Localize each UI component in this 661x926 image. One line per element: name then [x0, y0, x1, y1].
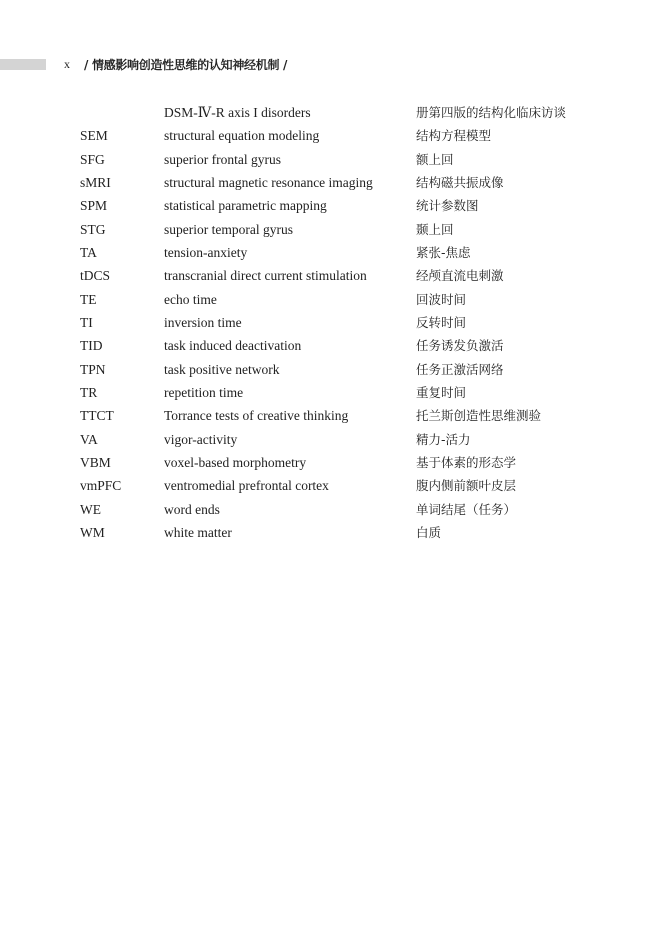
abbreviation: TA [80, 244, 97, 260]
chinese-term: 反转时间 [416, 314, 467, 330]
abbreviation: VA [80, 431, 98, 447]
english-term: task induced deactivation [164, 338, 302, 354]
english-term: inversion time [164, 314, 242, 330]
abbreviation: TPN [80, 361, 106, 377]
abbreviation: vmPFC [80, 478, 122, 494]
abbreviation: TTCT [80, 408, 114, 424]
abbreviation: SEM [80, 128, 108, 144]
table-row [0, 383, 661, 406]
abbreviation: STG [80, 221, 106, 237]
abbreviation: sMRI [80, 174, 111, 190]
english-term: statistical parametric mapping [164, 198, 327, 214]
table-row [0, 406, 661, 429]
english-term: structural equation modeling [164, 128, 320, 144]
table-row [0, 500, 661, 523]
english-term: superior frontal gyrus [164, 151, 281, 167]
chinese-term: 任务正激活网络 [416, 361, 504, 377]
chinese-term: 精力-活力 [416, 431, 471, 447]
abbreviation: TI [80, 314, 93, 330]
table-row [0, 453, 661, 476]
running-title: / 情感影响创造性思维的认知神经机制 / [84, 58, 288, 72]
chinese-term: 经颅直流电刺激 [416, 268, 504, 284]
table-row [0, 266, 661, 289]
table-row [0, 196, 661, 219]
chinese-term: 基于体素的形态学 [416, 454, 517, 470]
english-term: transcranial direct current stimulation [164, 268, 367, 284]
table-row [0, 243, 661, 266]
english-term: vigor-activity [164, 431, 238, 447]
chinese-term: 册第四版的结构化临床访谈 [416, 105, 567, 120]
page-marker-bar [0, 59, 46, 70]
chinese-term: 颞上回 [416, 221, 454, 237]
english-term: repetition time [164, 384, 244, 400]
chinese-term: 白质 [416, 524, 442, 540]
english-term: ventromedial prefrontal cortex [164, 478, 329, 494]
chinese-term: 额上回 [416, 151, 454, 167]
english-term: word ends [164, 501, 220, 517]
chinese-term: 任务诱发负激活 [416, 338, 504, 354]
abbreviation: SFG [80, 151, 105, 167]
chinese-term: 腹内侧前额叶皮层 [416, 478, 517, 494]
table-row [0, 360, 661, 383]
abbreviation: WE [80, 501, 101, 517]
english-term: white matter [164, 524, 232, 540]
chinese-term: 结构磁共振成像 [416, 174, 504, 190]
english-term: echo time [164, 291, 217, 307]
english-term: superior temporal gyrus [164, 221, 293, 237]
abbreviation: TR [80, 384, 98, 400]
table-row [0, 336, 661, 359]
table-row [0, 103, 661, 126]
table-row [0, 430, 661, 453]
abbreviation: VBM [80, 454, 111, 470]
table-row [0, 290, 661, 313]
page-number: x [64, 57, 70, 71]
abbreviation: tDCS [80, 268, 111, 284]
chinese-term: 统计参数图 [416, 198, 479, 214]
chinese-term: 单词结尾（任务） [416, 501, 517, 517]
abbreviation-table [0, 103, 661, 546]
chinese-term: 结构方程模型 [416, 128, 492, 144]
abbreviation: TE [80, 291, 97, 307]
table-row [0, 220, 661, 243]
english-term: DSM-Ⅳ-R axis I disorders [164, 105, 311, 120]
chinese-term: 重复时间 [416, 384, 467, 400]
table-row [0, 150, 661, 173]
abbreviation: WM [80, 524, 105, 540]
chinese-term: 回波时间 [416, 291, 467, 307]
abbreviation: SPM [80, 198, 108, 214]
table-row [0, 173, 661, 196]
table-row [0, 523, 661, 546]
english-term: task positive network [164, 361, 280, 377]
abbreviation: TID [80, 338, 103, 354]
chinese-term: 紧张-焦虑 [416, 244, 471, 260]
english-term: tension-anxiety [164, 244, 248, 260]
english-term: Torrance tests of creative thinking [164, 408, 349, 424]
english-term: voxel-based morphometry [164, 454, 307, 470]
english-term: structural magnetic resonance imaging [164, 174, 373, 190]
table-row [0, 313, 661, 336]
chinese-term: 托兰斯创造性思维测验 [416, 408, 542, 424]
table-row [0, 476, 661, 499]
table-row [0, 126, 661, 149]
